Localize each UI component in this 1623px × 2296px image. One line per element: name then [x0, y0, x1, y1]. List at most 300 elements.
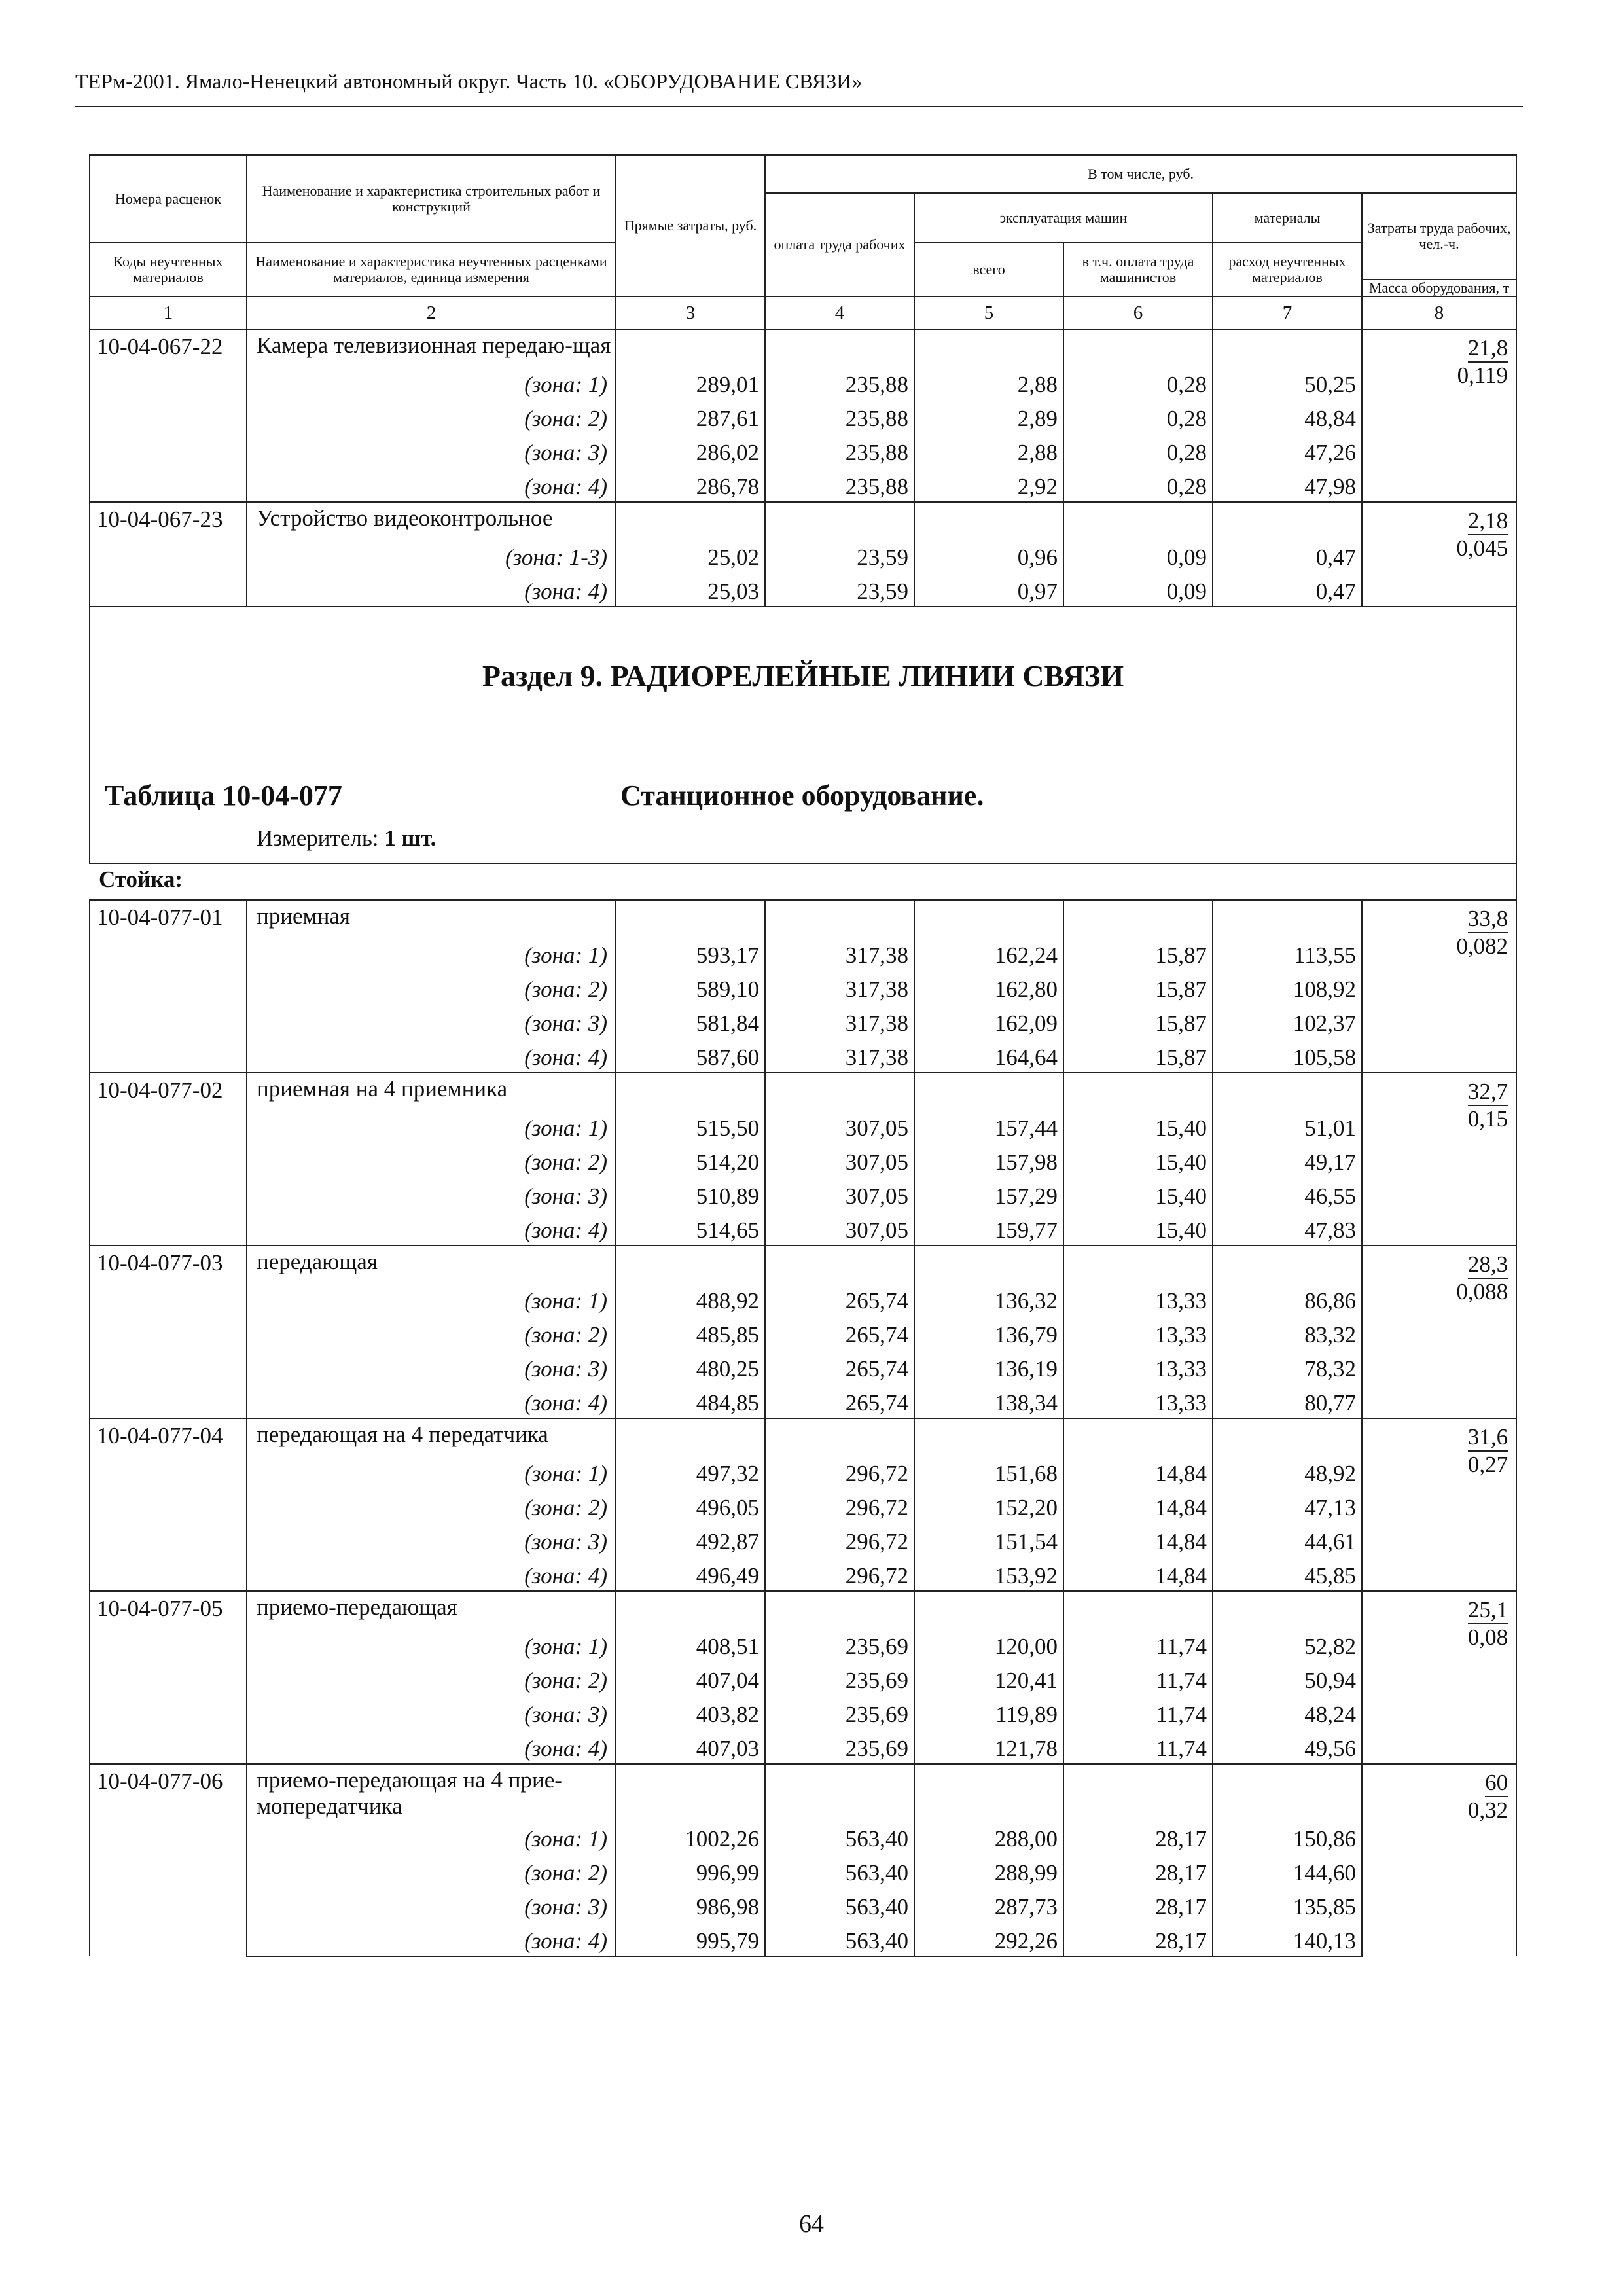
direct-cost: 497,32 [616, 1454, 765, 1488]
direct-cost: 995,79 [616, 1922, 765, 1956]
empty-cell [616, 900, 765, 936]
empty-cell [616, 1591, 765, 1627]
labor-wage: 235,88 [765, 365, 914, 399]
zone-label: (зона: 3) [247, 1004, 616, 1038]
zone-row [90, 1854, 1516, 1888]
machines-total: 152,20 [914, 1488, 1063, 1522]
machinist-wage: 0,28 [1063, 433, 1213, 467]
zone-label: (зона: 3) [247, 1177, 616, 1211]
zone-label: (зона: 4) [247, 1384, 616, 1418]
header-col7: расход неучтенных материалов [1213, 243, 1362, 296]
equipment-mass: 0,088 [1456, 1279, 1508, 1304]
empty-cell [1213, 900, 1362, 936]
zone-row [90, 433, 1516, 467]
zone-label: (зона: 1) [247, 1820, 616, 1854]
direct-cost: 488,92 [616, 1282, 765, 1316]
empty-cell [765, 1246, 914, 1282]
zone-label: (зона: 4) [247, 1729, 616, 1764]
section-cell [90, 607, 1516, 863]
machines-total: 157,98 [914, 1143, 1063, 1177]
zone-row [90, 1211, 1516, 1246]
rate-row [90, 329, 1516, 365]
direct-cost: 996,99 [616, 1854, 765, 1888]
header-machines: эксплуатация машин [914, 193, 1213, 243]
header-col1-bottom: Коды неучтенных материалов [90, 243, 247, 296]
rate-name: Устройство видеоконтрольное [247, 502, 616, 538]
materials-cost: 86,86 [1213, 1282, 1362, 1316]
machinist-wage: 15,40 [1063, 1109, 1213, 1143]
rate-row [90, 1764, 1516, 1820]
machines-total: 164,64 [914, 1038, 1063, 1073]
labor-wage: 563,40 [765, 1922, 914, 1956]
header-incl: В том числе, руб. [765, 155, 1516, 193]
section-block [90, 607, 1516, 863]
direct-cost: 581,84 [616, 1004, 765, 1038]
meter-label: Измеритель: [257, 825, 379, 851]
zone-row [90, 1556, 1516, 1591]
rate-name: передающая на 4 передатчика [247, 1418, 616, 1454]
labor-wage: 563,40 [765, 1888, 914, 1922]
labor-wage: 235,88 [765, 467, 914, 502]
direct-cost: 593,17 [616, 936, 765, 970]
empty-cell [1063, 1591, 1213, 1627]
machinist-wage: 15,40 [1063, 1177, 1213, 1211]
machinist-wage: 0,28 [1063, 399, 1213, 433]
rate-code: 10-04-077-02 [90, 1073, 247, 1246]
labor-wage: 307,05 [765, 1211, 914, 1246]
zone-label: (зона: 4) [247, 1211, 616, 1246]
materials-cost: 46,55 [1213, 1177, 1362, 1211]
empty-cell [914, 1246, 1063, 1282]
labor-wage: 317,38 [765, 970, 914, 1004]
zone-label: (зона: 4) [247, 1556, 616, 1591]
empty-cell [1063, 900, 1213, 936]
zone-row [90, 1820, 1516, 1854]
machines-total: 157,44 [914, 1109, 1063, 1143]
machines-total: 162,80 [914, 970, 1063, 1004]
machines-total: 159,77 [914, 1211, 1063, 1246]
zone-row [90, 1488, 1516, 1522]
zone-label: (зона: 2) [247, 1316, 616, 1350]
materials-cost: 102,37 [1213, 1004, 1362, 1038]
zone-label: (зона: 2) [247, 1661, 616, 1695]
labor-wage: 317,38 [765, 1004, 914, 1038]
direct-cost: 484,85 [616, 1384, 765, 1418]
empty-cell [1063, 329, 1213, 365]
zone-row [90, 936, 1516, 970]
labor-cost: 28,3 [1468, 1251, 1508, 1279]
machinist-wage: 14,84 [1063, 1454, 1213, 1488]
labor-cost: 25,1 [1468, 1597, 1508, 1624]
rate-name: Камера телевизионная передаю-щая [247, 329, 616, 365]
machinist-wage: 11,74 [1063, 1627, 1213, 1661]
direct-cost: 515,50 [616, 1109, 765, 1143]
labor-wage: 265,74 [765, 1316, 914, 1350]
direct-cost: 408,51 [616, 1627, 765, 1661]
machinist-wage: 11,74 [1063, 1695, 1213, 1729]
materials-cost: 135,85 [1213, 1888, 1362, 1922]
column-number: 4 [765, 296, 914, 329]
zone-row [90, 1282, 1516, 1316]
machinist-wage: 15,40 [1063, 1211, 1213, 1246]
labor-wage: 235,69 [765, 1695, 914, 1729]
machines-total: 2,89 [914, 399, 1063, 433]
empty-cell [616, 329, 765, 365]
machinist-wage: 0,28 [1063, 467, 1213, 502]
machines-total: 138,34 [914, 1384, 1063, 1418]
rate-name: приемо-передающая [247, 1591, 616, 1627]
machinist-wage: 11,74 [1063, 1729, 1213, 1764]
labor-wage: 307,05 [765, 1143, 914, 1177]
empty-cell [616, 1418, 765, 1454]
materials-cost: 47,13 [1213, 1488, 1362, 1522]
zone-row [90, 1004, 1516, 1038]
labor-cost: 32,7 [1468, 1079, 1508, 1106]
zone-label: (зона: 3) [247, 1350, 616, 1384]
empty-cell [914, 1591, 1063, 1627]
labor-wage: 317,38 [765, 936, 914, 970]
machinist-wage: 15,87 [1063, 1004, 1213, 1038]
meter [257, 825, 436, 852]
zone-row [90, 1454, 1516, 1488]
labor-mass-cell [1362, 502, 1516, 607]
rate-name: приемная на 4 приемника [247, 1073, 616, 1109]
rate-code: 10-04-067-22 [90, 329, 247, 502]
direct-cost: 986,98 [616, 1888, 765, 1922]
zone-row [90, 1627, 1516, 1661]
zone-label: (зона: 4) [247, 467, 616, 502]
rate-row [90, 1246, 1516, 1282]
direct-cost: 514,65 [616, 1211, 765, 1246]
materials-cost: 48,92 [1213, 1454, 1362, 1488]
direct-cost: 25,02 [616, 538, 765, 572]
empty-cell [765, 900, 914, 936]
machines-total: 162,24 [914, 936, 1063, 970]
machinist-wage: 28,17 [1063, 1854, 1213, 1888]
meter-value: 1 шт. [384, 825, 437, 851]
machines-total: 136,79 [914, 1316, 1063, 1350]
equipment-mass: 0,082 [1456, 933, 1508, 959]
column-number: 2 [247, 296, 616, 329]
empty-cell [1063, 1073, 1213, 1109]
materials-cost: 83,32 [1213, 1316, 1362, 1350]
machinist-wage: 28,17 [1063, 1922, 1213, 1956]
direct-cost: 286,02 [616, 433, 765, 467]
machines-total: 121,78 [914, 1729, 1063, 1764]
materials-cost: 78,32 [1213, 1350, 1362, 1384]
direct-cost: 407,03 [616, 1729, 765, 1764]
zone-row [90, 1177, 1516, 1211]
column-numbers-row [90, 296, 1516, 329]
direct-cost: 589,10 [616, 970, 765, 1004]
equipment-mass: 0,119 [1457, 363, 1508, 388]
empty-cell [616, 1073, 765, 1109]
page-number: 64 [799, 2210, 824, 2238]
zone-label: (зона: 3) [247, 1522, 616, 1556]
machines-total: 119,89 [914, 1695, 1063, 1729]
machinist-wage: 13,33 [1063, 1350, 1213, 1384]
materials-cost: 47,83 [1213, 1211, 1362, 1246]
labor-wage: 296,72 [765, 1488, 914, 1522]
header-col8-bottom: Масса оборудования, т [1362, 279, 1516, 296]
direct-cost: 587,60 [616, 1038, 765, 1073]
machines-total: 288,99 [914, 1854, 1063, 1888]
labor-wage: 296,72 [765, 1454, 914, 1488]
machines-total: 136,19 [914, 1350, 1063, 1384]
machinist-wage: 0,09 [1063, 538, 1213, 572]
machinist-wage: 15,87 [1063, 1038, 1213, 1073]
section-title: Раздел 9. РАДИОРЕЛЕЙНЫЕ ЛИНИИ СВЯЗИ [482, 659, 1124, 692]
column-number: 6 [1063, 296, 1213, 329]
labor-wage: 563,40 [765, 1820, 914, 1854]
labor-mass-cell [1362, 1073, 1516, 1246]
empty-cell [1213, 502, 1362, 538]
machinist-wage: 14,84 [1063, 1556, 1213, 1591]
zone-label: (зона: 1) [247, 1627, 616, 1661]
labor-cost: 60 [1485, 1770, 1508, 1797]
materials-cost: 80,77 [1213, 1384, 1362, 1418]
machines-total: 136,32 [914, 1282, 1063, 1316]
empty-cell [616, 1764, 765, 1820]
header-col8-top: Затраты труда рабочих, чел.-ч. [1362, 193, 1516, 279]
machines-total: 292,26 [914, 1922, 1063, 1956]
direct-cost: 514,20 [616, 1143, 765, 1177]
machinist-wage: 13,33 [1063, 1282, 1213, 1316]
machines-total: 151,54 [914, 1522, 1063, 1556]
column-number: 5 [914, 296, 1063, 329]
empty-cell [765, 1073, 914, 1109]
header-col1-top: Номера расценок [90, 155, 247, 243]
zone-label: (зона: 3) [247, 433, 616, 467]
empty-cell [1213, 1246, 1362, 1282]
labor-wage: 307,05 [765, 1109, 914, 1143]
direct-cost: 496,05 [616, 1488, 765, 1522]
zone-label: (зона: 1) [247, 1454, 616, 1488]
direct-cost: 480,25 [616, 1350, 765, 1384]
labor-wage: 235,69 [765, 1729, 914, 1764]
labor-cost: 31,6 [1468, 1424, 1508, 1452]
machines-total: 162,09 [914, 1004, 1063, 1038]
rate-row [90, 1418, 1516, 1454]
empty-cell [1213, 1764, 1362, 1820]
zone-row [90, 1522, 1516, 1556]
zone-label: (зона: 1) [247, 1282, 616, 1316]
page-header: ТЕРм-2001. Ямало-Ненецкий автономный округ. Часть 10. «ОБОРУДОВАНИЕ СВЯЗИ» [75, 69, 1523, 107]
labor-wage: 265,74 [765, 1282, 914, 1316]
zone-row [90, 1143, 1516, 1177]
machines-total: 0,96 [914, 538, 1063, 572]
zone-row [90, 365, 1516, 399]
empty-cell [914, 502, 1063, 538]
empty-cell [765, 502, 914, 538]
labor-wage: 265,74 [765, 1350, 914, 1384]
materials-cost: 48,24 [1213, 1695, 1362, 1729]
labor-wage: 235,88 [765, 399, 914, 433]
zone-row [90, 1695, 1516, 1729]
zone-row [90, 970, 1516, 1004]
labor-wage: 563,40 [765, 1854, 914, 1888]
column-number: 3 [616, 296, 765, 329]
machines-total: 153,92 [914, 1556, 1063, 1591]
zone-row [90, 1888, 1516, 1922]
header-col4: оплата труда рабочих [765, 193, 914, 296]
zone-row [90, 1922, 1516, 1956]
machinist-wage: 15,87 [1063, 936, 1213, 970]
column-number: 7 [1213, 296, 1362, 329]
machinist-wage: 0,09 [1063, 572, 1213, 607]
direct-cost: 286,78 [616, 467, 765, 502]
materials-cost: 144,60 [1213, 1854, 1362, 1888]
zone-row [90, 399, 1516, 433]
materials-cost: 49,56 [1213, 1729, 1362, 1764]
machines-total: 151,68 [914, 1454, 1063, 1488]
labor-wage: 235,88 [765, 433, 914, 467]
zone-label: (зона: 1) [247, 936, 616, 970]
labor-wage: 23,59 [765, 572, 914, 607]
zone-row [90, 1316, 1516, 1350]
direct-cost: 496,49 [616, 1556, 765, 1591]
machinist-wage: 28,17 [1063, 1820, 1213, 1854]
zone-label: (зона: 1) [247, 1109, 616, 1143]
zone-label: (зона: 4) [247, 1038, 616, 1073]
machines-total: 2,88 [914, 433, 1063, 467]
rate-name: приемо-передающая на 4 прие-мопередатчика [247, 1764, 616, 1820]
direct-cost: 510,89 [616, 1177, 765, 1211]
empty-cell [765, 1764, 914, 1820]
machines-total: 2,92 [914, 467, 1063, 502]
zone-label: (зона: 1) [247, 365, 616, 399]
empty-cell [914, 1418, 1063, 1454]
empty-cell [765, 1418, 914, 1454]
zone-label: (зона: 2) [247, 1854, 616, 1888]
price-table [89, 154, 1517, 1957]
direct-cost: 287,61 [616, 399, 765, 433]
machines-total: 2,88 [914, 365, 1063, 399]
group-label: Стойка: [90, 863, 1516, 900]
group-label-row [90, 863, 1516, 900]
machinist-wage: 15,40 [1063, 1143, 1213, 1177]
materials-cost: 140,13 [1213, 1922, 1362, 1956]
zone-label: (зона: 1-3) [247, 538, 616, 572]
zone-row [90, 467, 1516, 502]
direct-cost: 1002,26 [616, 1820, 765, 1854]
labor-mass-cell [1362, 329, 1516, 502]
materials-cost: 52,82 [1213, 1627, 1362, 1661]
equipment-mass: 0,32 [1467, 1797, 1508, 1823]
labor-cost: 21,8 [1468, 335, 1508, 363]
direct-cost: 407,04 [616, 1661, 765, 1695]
direct-cost: 492,87 [616, 1522, 765, 1556]
labor-cost: 33,8 [1468, 906, 1508, 933]
machines-total: 0,97 [914, 572, 1063, 607]
labor-wage: 317,38 [765, 1038, 914, 1073]
machinist-wage: 15,87 [1063, 970, 1213, 1004]
rate-row [90, 1591, 1516, 1627]
materials-cost: 47,26 [1213, 433, 1362, 467]
zone-row [90, 1661, 1516, 1695]
direct-cost: 485,85 [616, 1316, 765, 1350]
rate-row [90, 900, 1516, 936]
labor-cost: 2,18 [1468, 508, 1508, 535]
labor-mass-cell [1362, 1764, 1516, 1956]
equipment-mass: 0,27 [1467, 1452, 1508, 1477]
machinist-wage: 28,17 [1063, 1888, 1213, 1922]
rate-code: 10-04-077-03 [90, 1246, 247, 1418]
empty-cell [1213, 329, 1362, 365]
zone-label: (зона: 3) [247, 1888, 616, 1922]
equipment-mass: 0,15 [1467, 1106, 1508, 1132]
empty-cell [1213, 1418, 1362, 1454]
machines-total: 120,41 [914, 1661, 1063, 1695]
zone-label: (зона: 4) [247, 1922, 616, 1956]
rate-code: 10-04-077-01 [90, 900, 247, 1073]
zone-label: (зона: 2) [247, 399, 616, 433]
rate-row [90, 1073, 1516, 1109]
zone-row [90, 1384, 1516, 1418]
header-col3: Прямые затраты, руб. [616, 155, 765, 296]
materials-cost: 51,01 [1213, 1109, 1362, 1143]
zone-label: (зона: 2) [247, 970, 616, 1004]
rate-code: 10-04-067-23 [90, 502, 247, 607]
machinist-wage: 11,74 [1063, 1661, 1213, 1695]
equipment-mass: 0,08 [1467, 1624, 1508, 1650]
rate-name: передающая [247, 1246, 616, 1282]
machines-total: 287,73 [914, 1888, 1063, 1922]
labor-mass-cell [1362, 1591, 1516, 1764]
empty-cell [914, 329, 1063, 365]
zone-row [90, 1038, 1516, 1073]
machines-total: 120,00 [914, 1627, 1063, 1661]
empty-cell [616, 1246, 765, 1282]
empty-cell [616, 502, 765, 538]
header-col6: в т.ч. оплата труда машинистов [1063, 243, 1213, 296]
direct-cost: 403,82 [616, 1695, 765, 1729]
zone-label: (зона: 4) [247, 572, 616, 607]
empty-cell [1063, 1418, 1213, 1454]
empty-cell [1063, 502, 1213, 538]
header-materials: материалы [1213, 193, 1362, 243]
zone-row [90, 572, 1516, 607]
materials-cost: 113,55 [1213, 936, 1362, 970]
machines-total: 288,00 [914, 1820, 1063, 1854]
materials-cost: 48,84 [1213, 399, 1362, 433]
empty-cell [1213, 1591, 1362, 1627]
labor-wage: 265,74 [765, 1384, 914, 1418]
labor-mass-cell [1362, 1418, 1516, 1591]
machines-total: 157,29 [914, 1177, 1063, 1211]
empty-cell [1063, 1764, 1213, 1820]
labor-mass-cell [1362, 900, 1516, 1073]
empty-cell [1063, 1246, 1213, 1282]
labor-wage: 296,72 [765, 1556, 914, 1591]
rate-code: 10-04-077-04 [90, 1418, 247, 1591]
zone-row [90, 1109, 1516, 1143]
materials-cost: 0,47 [1213, 538, 1362, 572]
column-number: 8 [1362, 296, 1516, 329]
column-number: 1 [90, 296, 247, 329]
direct-cost: 289,01 [616, 365, 765, 399]
materials-cost: 49,17 [1213, 1143, 1362, 1177]
machinist-wage: 13,33 [1063, 1316, 1213, 1350]
machinist-wage: 14,84 [1063, 1488, 1213, 1522]
labor-wage: 23,59 [765, 538, 914, 572]
empty-cell [765, 329, 914, 365]
materials-cost: 0,47 [1213, 572, 1362, 607]
empty-cell [914, 1073, 1063, 1109]
empty-cell [914, 900, 1063, 936]
equipment-mass: 0,045 [1456, 535, 1508, 561]
materials-cost: 105,58 [1213, 1038, 1362, 1073]
